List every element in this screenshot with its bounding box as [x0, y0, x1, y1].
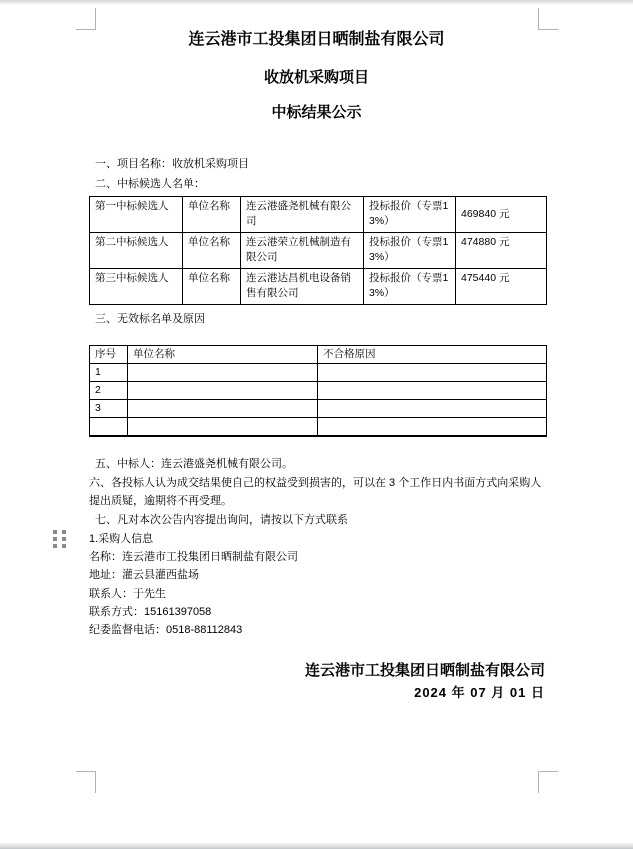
unit-cell: [128, 382, 318, 400]
buyer-address: 地址：灌云县灌西盐场: [89, 569, 199, 581]
column-header-unit: 单位名称: [128, 346, 318, 364]
candidate-rank: 第一中标候选人: [90, 197, 183, 233]
unit-cell: [128, 418, 318, 437]
section-contact-heading: 七、凡对本次公告内容提出询问，请按以下方式联系: [95, 514, 348, 526]
page-corner-mark-bottom-right: [538, 771, 558, 793]
row-number: 1: [90, 364, 128, 382]
margin-dots-handle-icon: [53, 530, 66, 548]
document-title-project: 收放机采购项目: [263, 69, 369, 86]
table-row: [90, 400, 547, 418]
section-invalid-bids-heading: 三、无效标名单及原因: [95, 313, 205, 325]
unit-cell: [128, 400, 318, 418]
price-label: 投标报价（专票13%）: [364, 233, 456, 269]
bid-price: 474880 元: [456, 233, 547, 269]
table-row: [90, 233, 547, 269]
row-number: [90, 418, 128, 437]
reason-cell: [318, 400, 547, 418]
page-corner-mark-top-right: [538, 8, 558, 30]
bid-price: 469840 元: [456, 197, 547, 233]
unit-cell: [128, 364, 318, 382]
price-label: 投标报价（专票13%）: [364, 269, 456, 305]
buyer-info-title: 1.采购人信息: [89, 533, 154, 545]
buyer-name: 名称：连云港市工投集团日晒制盐有限公司: [89, 551, 298, 563]
section-project-name: 一、项目名称：收放机采购项目: [95, 158, 249, 170]
table-row: [90, 418, 547, 437]
invalid-bid-table: [89, 345, 547, 437]
unit-name-label: 单位名称: [183, 197, 241, 233]
table-header-row: [90, 346, 547, 364]
bid-price: 475440 元: [456, 269, 547, 305]
page-top-edge-shadow: [0, 0, 633, 5]
section-winner: 五、中标人：连云港盛尧机械有限公司。: [95, 458, 293, 470]
reason-cell: [318, 364, 547, 382]
table-row: [90, 197, 547, 233]
candidate-rank: 第三中标候选人: [90, 269, 183, 305]
page-bottom-edge-shadow: [0, 842, 633, 849]
candidate-company: 连云港达昌机电设备销售有限公司: [241, 269, 364, 305]
contact-person: 联系人：于先生: [89, 588, 166, 600]
column-header-no: 序号: [90, 346, 128, 364]
unit-name-label: 单位名称: [183, 269, 241, 305]
footer-company-signature: 连云港市工投集团日晒制盐有限公司: [304, 662, 545, 679]
reason-cell: [318, 382, 547, 400]
candidate-company: 连云港荣立机械制造有限公司: [241, 233, 364, 269]
price-label: 投标报价（专票13%）: [364, 197, 456, 233]
page-corner-mark-top-left: [76, 8, 96, 30]
table-row: [90, 364, 547, 382]
bid-candidate-table: [89, 196, 547, 305]
row-number: 2: [90, 382, 128, 400]
table-row: [90, 382, 547, 400]
column-header-reason: 不合格原因: [318, 346, 547, 364]
table-row: [90, 269, 547, 305]
row-number: 3: [90, 400, 128, 418]
candidate-company: 连云港盛尧机械有限公司: [241, 197, 364, 233]
contact-phone: 联系方式：15161397058: [89, 606, 212, 618]
section-objection-rules: 六、各投标人认为成交结果使自己的权益受到损害的，可以在 3 个工作日内书面方式向采购人提出质疑，逾期将不再受理。: [89, 477, 542, 507]
reason-cell: [318, 418, 547, 437]
page-corner-mark-bottom-left: [76, 771, 96, 793]
candidate-rank: 第二中标候选人: [90, 233, 183, 269]
document-title-company: 连云港市工投集团日晒制盐有限公司: [188, 31, 445, 48]
footer-date: 2024 年 07 月 01 日: [414, 685, 545, 700]
document-title-announcement: 中标结果公示: [271, 104, 362, 121]
supervision-phone: 纪委监督电话：0518-88112843: [89, 624, 243, 636]
section-candidate-list-heading: 二、中标候选人名单：: [95, 178, 205, 190]
unit-name-label: 单位名称: [183, 233, 241, 269]
